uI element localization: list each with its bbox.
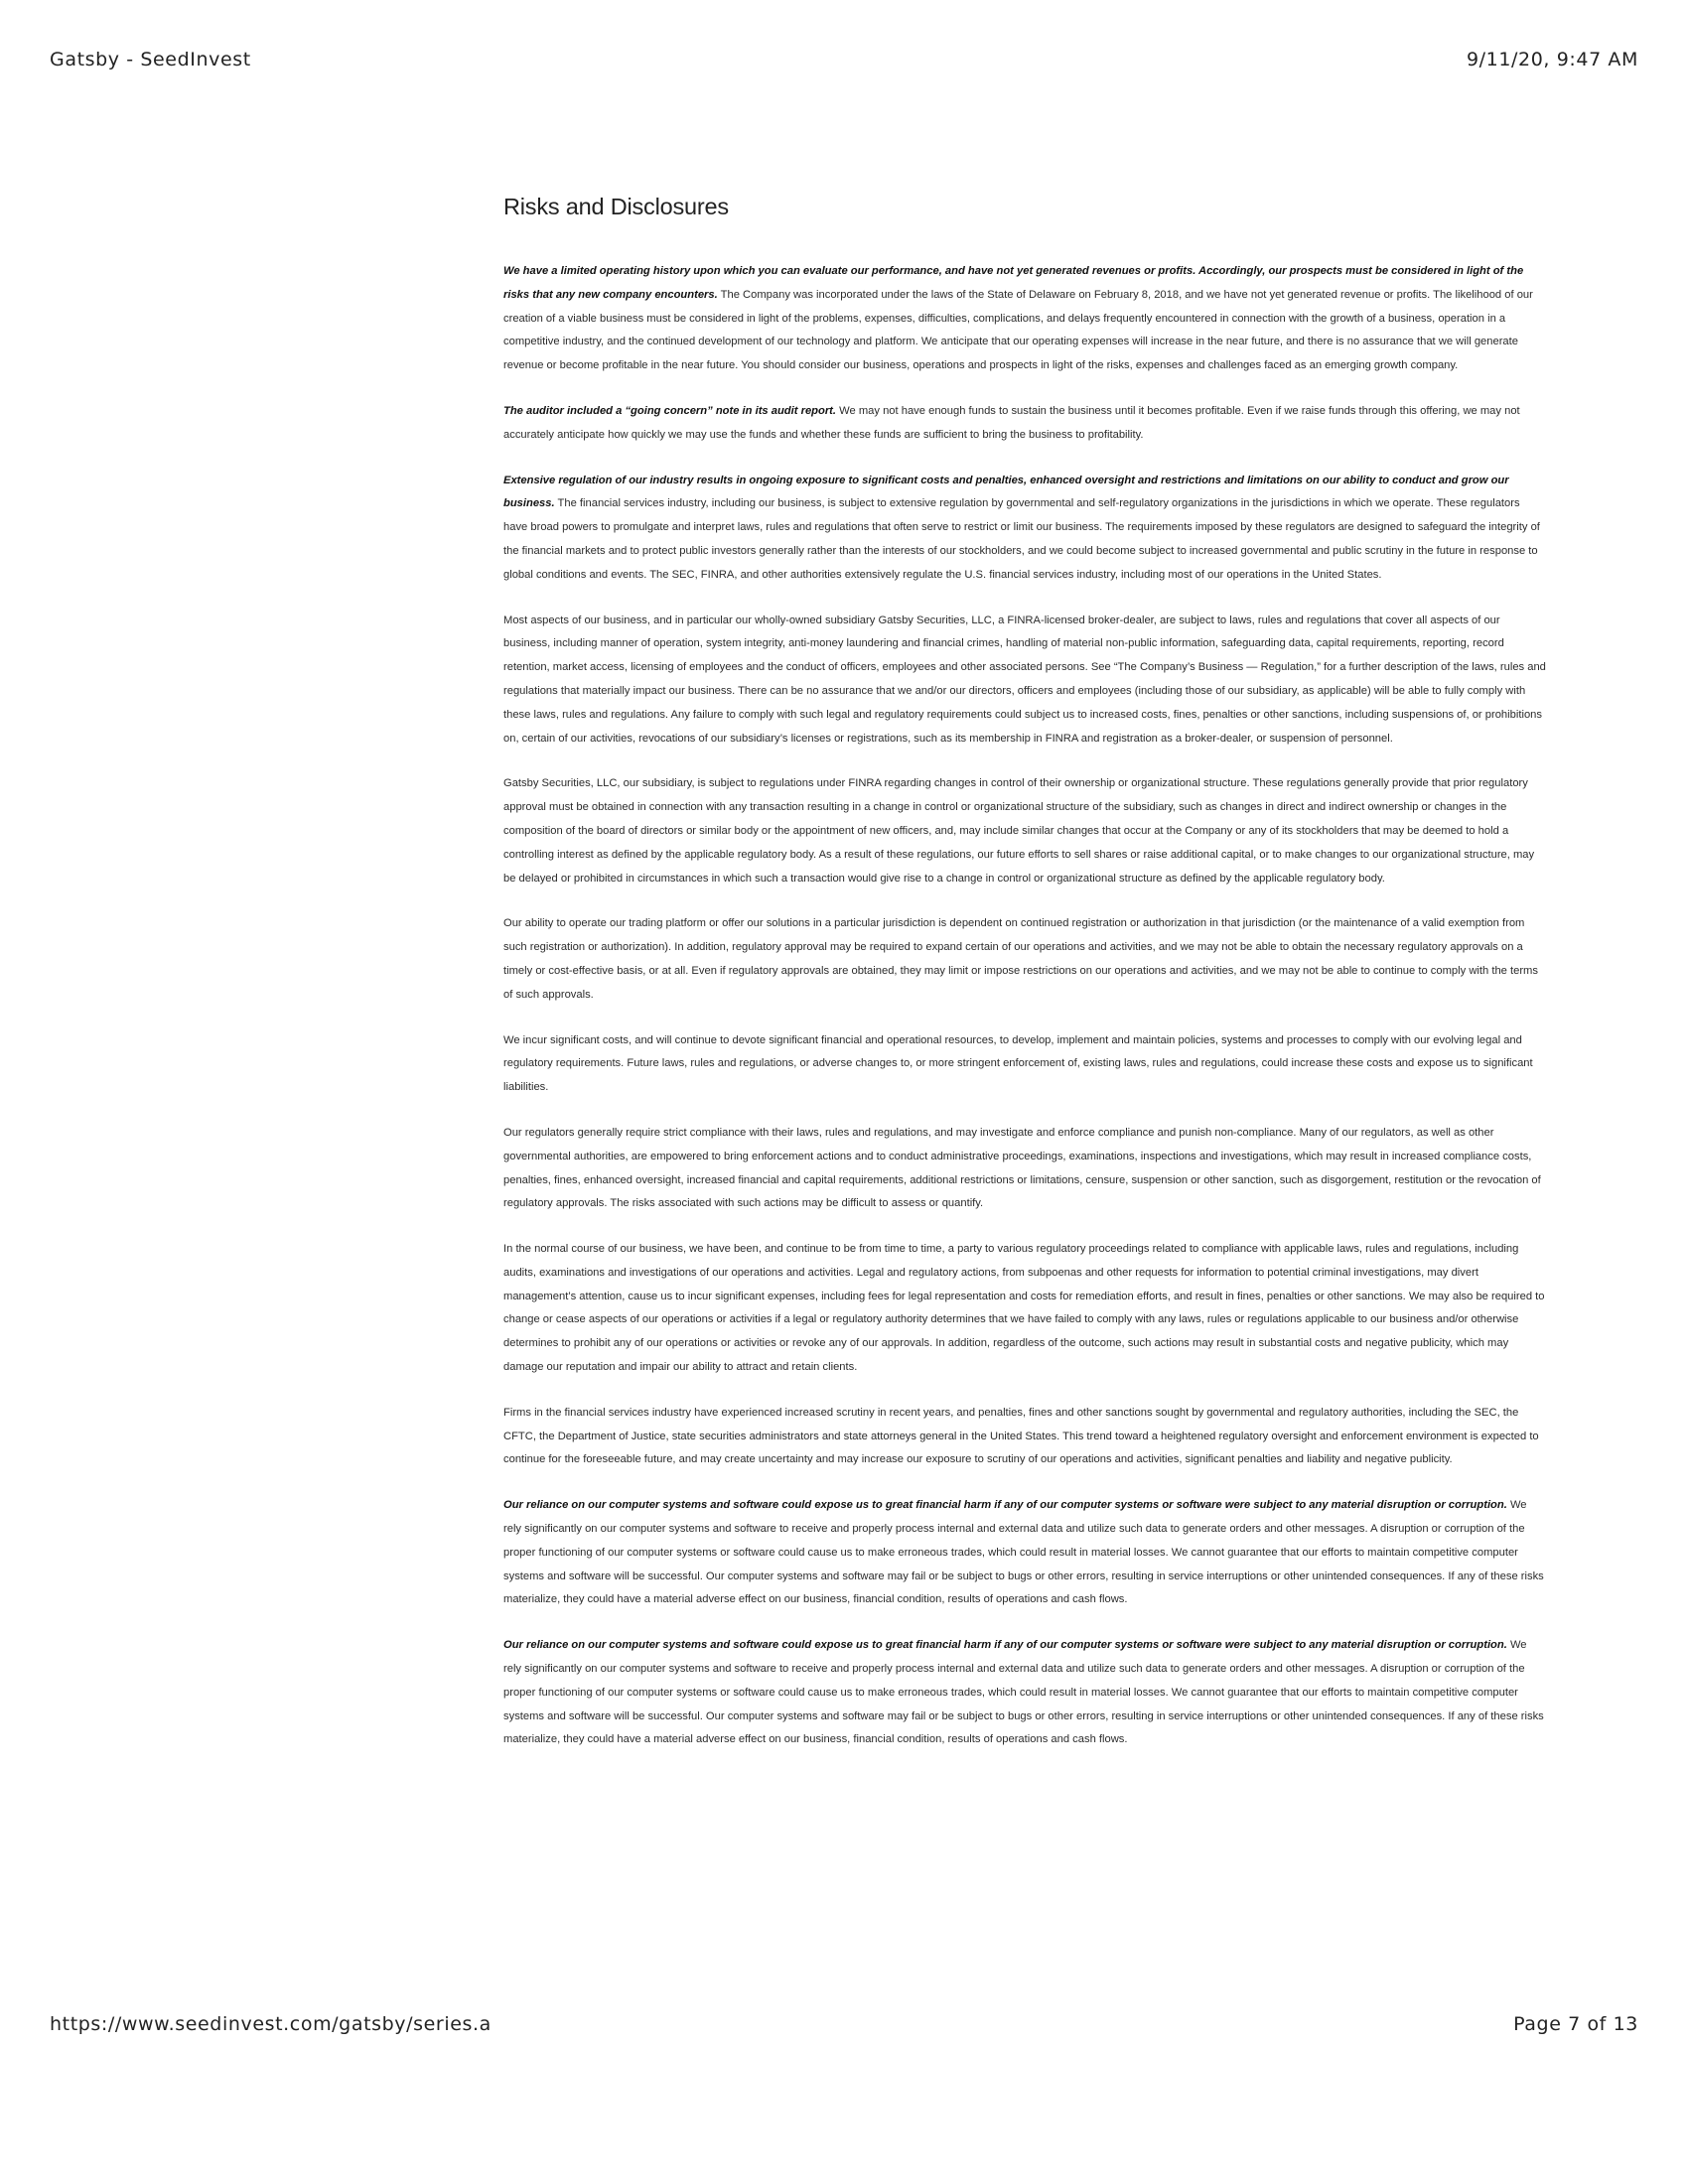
risks-section	[503, 194, 1546, 1774]
print-datetime: 9/11/20, 9:47 AM	[1466, 49, 1638, 70]
risk-body: Most aspects of our business, and in particular our wholly-owned subsidiary Gatsby Securities, LLC, a FINRA-licensed broker-dealer, are subject to laws, rules and regulations that cover all aspects of our business, including manner of operation, system integrity, anti-money laundering and financial crimes, handling of material non-public information, safeguarding data, capital requirements, reporting, record retention, market access, licensing of employees and the conduct of officers, employees and other associated persons. See “The Company’s Business — Regulation,” for a further description of the laws, rules and regulations that materially impact our business. There can be no assurance that we and/or our directors, officers and employees (including those of our subsidiary, as applicable) will be able to fully comply with these laws, rules and regulations. Any failure to comply with such legal and regulatory requirements could subject us to increased costs, fines, penalties or other sanctions, including suspensions of, or prohibitions on, certain of our activities, revocations of our subsidiary’s licenses or registrations, such as its membership in FINRA and registration as a broker-dealer, or suspension of personnel.	[503, 614, 1546, 745]
risk-body: The financial services industry, including our business, is subject to extensive regulation by governmental and self-regulatory organizations in the jurisdictions in which we operate. These regulators have broad powers to promulgate and interpret laws, rules and regulations that often serve to restrict or limit our business. The requirements imposed by these regulators are designed to safeguard the integrity of the financial markets and to protect public investors generally rather than the interests of our stockholders, and we could become subject to increased governmental and public scrutiny in the future in response to global conditions and events. The SEC, FINRA, and other authorities extensively regulate the U.S. financial services industry, including most of our operations in the United States.	[503, 497, 1540, 581]
risk-heading: Extensive regulation of our industry results in ongoing exposure to significant costs and penalties, enhanced oversight and restrictions and limitations on our ability to conduct and grow our business.	[503, 474, 1509, 510]
risk-body: The Company was incorporated under the laws of the State of Delaware on February 8, 2018, and we have not yet generated revenue or profits. The likelihood of our creation of a viable business must be considered in light of the problems, expenses, difficulties, complications, and delays frequently encountered in connection with the growth of a business, operation in a competitive industry, and the continued development of our technology and platform. We anticipate that our operating expenses will increase in the near future, and there is no assurance that we will generate revenue or become profitable in the near future. You should consider our business, operations and prospects in light of the risks, expenses and challenges faced as an emerging growth company.	[503, 288, 1533, 372]
page-url-link[interactable]: https://www.seedinvest.com/gatsby/series.a	[50, 2013, 492, 2035]
risk-body: In the normal course of our business, we have been, and continue to be from time to time, a party to various regulatory proceedings related to compliance with applicable laws, rules and regulations, including audits, examinations and investigations of our operations and activities. Legal and regulatory actions, from subpoenas and other requests for information to potential criminal investigations, may divert management’s attention, cause us to incur significant expenses, including fees for legal representation and costs for remediation efforts, and result in fines, penalties or other sanctions. We may also be required to change or cease aspects of our operations or activities if a legal or regulatory authority determines that we have failed to comply with any laws, rules or regulations applicable to our business and/or otherwise determines to prohibit any of our operations or activities or revoke any of our approvals. In addition, regardless of the outcome, such actions may result in substantial costs and negative publicity, which may damage our reputation and impair our ability to attract and retain clients.	[503, 1243, 1545, 1374]
risk-heading: Our reliance on our computer systems and software could expose us to great financial harm if any of our computer systems or software were subject to any material disruption or corruption.	[503, 1639, 1507, 1652]
risk-paragraph	[503, 400, 1546, 448]
risk-body: We rely significantly on our computer systems and software to receive and properly process internal and external data and utilize such data to generate orders and other messages. A disruption or corruption of the proper functioning of our computer systems or software could cause us to make erroneous trades, which could result in material losses. We cannot guarantee that our efforts to maintain competitive computer systems and software will be successful. Our computer systems and software may fail or be subject to bugs or other errors, resulting in service interruptions or other unintended consequences. If any of these risks materialize, they could have a material adverse effect on our business, financial condition, results of operations and cash flows.	[503, 1499, 1544, 1606]
risk-body: Our ability to operate our trading platform or offer our solutions in a particular jurisdiction is dependent on continued registration or authorization in that jurisdiction (or the maintenance of a valid exemption from such registration or authorization). In addition, regulatory approval may be required to expand certain of our operations and activities, and we may not be able to obtain the necessary regulatory approvals on a timely or cost-effective basis, or at all. Even if regulatory approvals are obtained, they may limit or impose restrictions on our operations and activities, and we may not be able to continue to comply with the terms of such approvals.	[503, 917, 1538, 1001]
risk-body: We rely significantly on our computer systems and software to receive and properly process internal and external data and utilize such data to generate orders and other messages. A disruption or corruption of the proper functioning of our computer systems or software could cause us to make erroneous trades, which could result in material losses. We cannot guarantee that our efforts to maintain competitive computer systems and software will be successful. Our computer systems and software may fail or be subject to bugs or other errors, resulting in service interruptions or other unintended consequences. If any of these risks materialize, they could have a material adverse effect on our business, financial condition, results of operations and cash flows.	[503, 1639, 1544, 1746]
risk-paragraph	[503, 1634, 1546, 1752]
print-footer	[50, 2013, 1638, 2035]
risk-body: We incur significant costs, and will continue to devote significant financial and operational resources, to develop, implement and maintain policies, systems and processes to comply with our evolving legal and regulatory requirements. Future laws, rules and regulations, or adverse changes to, or more stringent enforcement of, existing laws, rules and regulations, could increase these costs and expose us to significant liabilities.	[503, 1033, 1533, 1094]
risk-paragraph	[503, 1122, 1546, 1216]
risk-body: We may not have enough funds to sustain the business until it becomes profitable. Even if we raise funds through this offering, we may not accurately anticipate how quickly we may use the funds and whether these funds are sufficient to bring the business to profitability.	[503, 404, 1520, 441]
risk-body: Firms in the financial services industry have experienced increased scrutiny in recent years, and penalties, fines and other sanctions sought by governmental and regulatory authorities, including the SEC, the CFTC, the Department of Justice, state securities administrators and state attorneys general in the United States. This trend toward a heightened regulatory oversight and enforcement environment is expected to continue for the foreseeable future, and may create uncertainty and may increase our exposure to scrutiny of our operations and activities, significant penalties and liability and negative publicity.	[503, 1406, 1539, 1466]
section-title: Risks and Disclosures	[503, 194, 729, 219]
risk-paragraph	[503, 1029, 1546, 1100]
page-number: Page 7 of 13	[1513, 2013, 1638, 2035]
risk-body: Gatsby Securities, LLC, our subsidiary, is subject to regulations under FINRA regarding changes in control of their ownership or organizational structure. These regulations generally provide that prior regulatory approval must be obtained in connection with any transaction resulting in a change in control or organizational structure of the subsidiary, such as changes in direct and indirect ownership or changes in the composition of the board of directors or similar body or the appointment of new officers, and, may include similar changes that occur at the Company or any of its stockholders that may be deemed to hold a controlling interest as defined by the applicable regulatory body. As a result of these regulations, our future efforts to sell shares or raise additional capital, or to make changes to our organizational structure, may be delayed or prohibited in circumstances in which such a transaction would give rise to a change in control or organizational structure as defined by the applicable regulatory body.	[503, 777, 1535, 885]
risk-paragraph	[503, 470, 1546, 588]
print-header	[50, 49, 1638, 70]
risk-body: Our regulators generally require strict compliance with their laws, rules and regulations, and may investigate and enforce compliance and punish non-compliance. Many of our regulators, as well as other governmental authorities, are empowered to bring enforcement actions and to conduct administrative proceedings, examinations, inspections and investigations, which may result in increased compliance costs, penalties, fines, enhanced oversight, increased financial and capital requirements, additional restrictions or limitations, censure, suspension or other sanction, such as disgorgement, restitution or the revocation of regulatory approvals. The risks associated with such actions may be difficult to assess or quantify.	[503, 1126, 1541, 1210]
risk-paragraph	[503, 260, 1546, 378]
page-title: Gatsby - SeedInvest	[50, 49, 251, 70]
risk-paragraph	[503, 1494, 1546, 1612]
risk-paragraph	[503, 610, 1546, 751]
risk-heading: The auditor included a “going concern” note in its audit report.	[503, 404, 837, 417]
risk-paragraph	[503, 1402, 1546, 1472]
risk-heading: We have a limited operating history upon which you can evaluate our performance, and have not yet generated revenues or profits. Accordingly, our prospects must be considered in light of the risks that any new company encounters.	[503, 265, 1524, 301]
risk-paragraph	[503, 772, 1546, 890]
risk-heading: Our reliance on our computer systems and software could expose us to great financial harm if any of our computer systems or software were subject to any material disruption or corruption.	[503, 1499, 1507, 1512]
risk-paragraph	[503, 912, 1546, 1007]
risk-paragraph	[503, 1238, 1546, 1380]
